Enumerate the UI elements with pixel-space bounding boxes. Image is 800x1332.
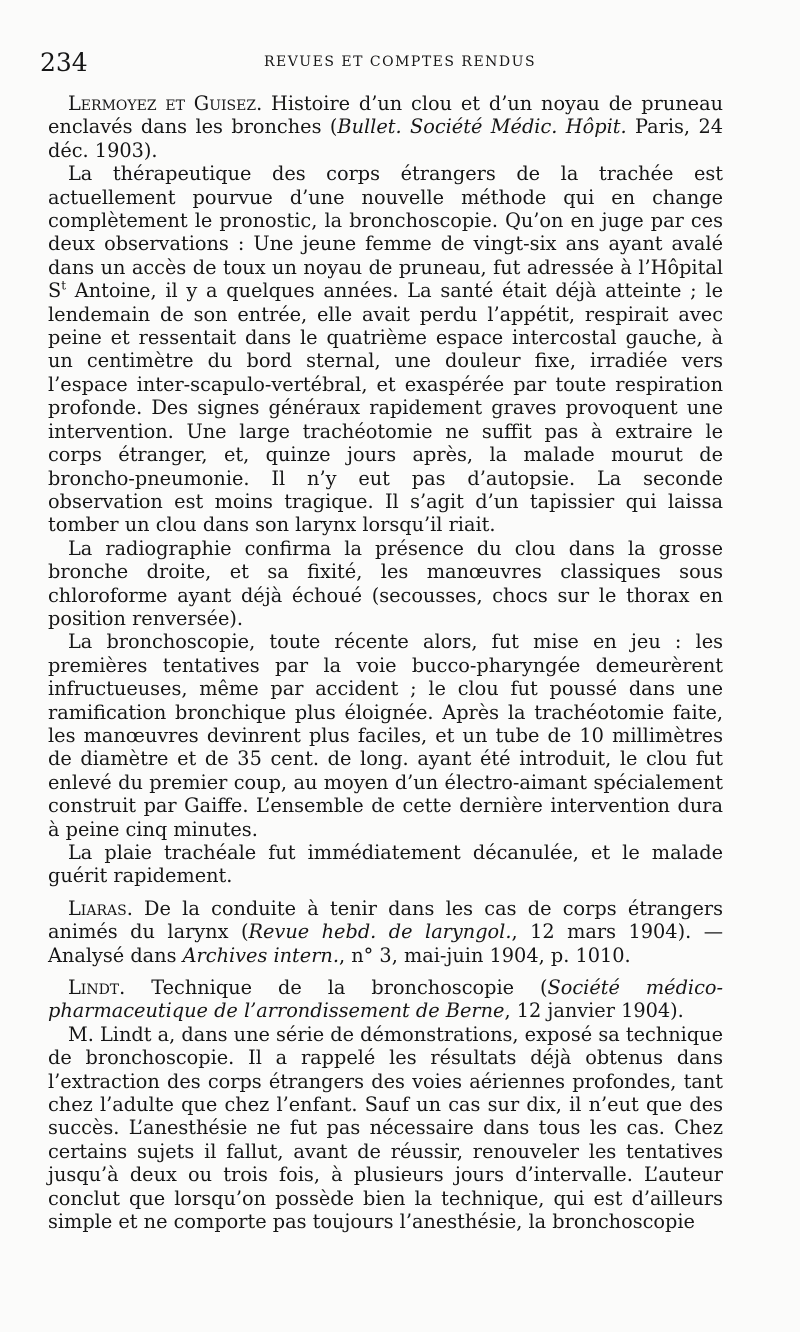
review-author: Lermoyez et Guisez xyxy=(68,92,257,115)
review-paragraph: La bronchoscopie, toute récente alors, fut mise en jeu : les premières tentatives par la voie bucco-pharyngée demeurèrent infructueuses, même par accident ; le clou fut poussé dans une ramification bronchique plus éloignée. Après la trachéotomie faite, les manœuvres devinrent plus faciles, et un tube de 10 millimètres de diamètre et de 35 cent. de long. ayant été introduit, le clou fut enlevé du premier coup, au moyen d’un électro-aimant spécialement construit par Gaiffe. L’ensemble de cette dernière intervention dura à peine cinq minutes. xyxy=(48,630,723,841)
review-lermoyez-guisez xyxy=(48,92,723,888)
review-paragraph: M. Lindt a, dans une série de démonstrations, exposé sa technique de bronchoscopie. Il a rappelé les résultats déjà obtenus dans l’extraction des corps étrangers des voies aériennes profondes, tant chez l’adulte que chez l’enfant. Sauf un cas sur dix, il n’eut que des succès. L’anesthésie ne fut pas nécessaire dans tous les cas. Chez certains sujets il fallut, avant de réussir, renouveler les tentatives jusqu’à deux ou trois fois, à plusieurs jours d’intervalle. L’auteur conclut que lorsqu’on possède bien la technique, qui est d’ailleurs simple et ne comporte pas toujours l’anesthésie, la bronchoscopie xyxy=(48,1022,723,1234)
citation-date: , 12 janvier 1904). xyxy=(504,999,684,1023)
citation-date: Paris, 24 déc. 1903). xyxy=(48,115,723,162)
citation-source: Bullet. Société Médic. Hôpit. xyxy=(337,115,627,139)
review-lindt xyxy=(48,976,723,1233)
review-citation xyxy=(48,92,723,162)
citation-title: . Histoire d’un clou et d’un noyau de pruneau enclavés dans les bronches ( xyxy=(48,92,723,139)
page-body xyxy=(48,92,723,1234)
review-citation xyxy=(48,976,723,1023)
citation-pages: , n° 3, mai-juin 1904, p. 1010. xyxy=(338,943,631,967)
review-paragraph: La thérapeutique des corps étrangers de la trachée est actuellement pourvue d’une nouvelle méthode qui en change complètement le pronostic, la bronchoscopie. Qu’on en juge par ces deux observations : Une jeune femme de vingt-six ans ayant avalé dans un accès de toux un noyau de pruneau, fut adressée à l’Hôpital $S^t$ Antoine, il y a quelques années. La santé était déjà atteinte ; le lendemain de son entrée, elle avait perdu l’appétit, respirait avec peine et ressentait dans le quatrième espace intercostal gauche, à un centimètre du bord sternal, une douleur fixe, irradiée vers l’espace inter-scapulo-vertébral, et exaspérée par toute respiration profonde. Des signes généraux rapidement graves provoquent une intervention. Une large trachéotomie ne suffit pas à extraire le corps étranger, et, quinze jours après, la malade mourut de broncho-pneumonie. Il n’y eut pas d’autopsie. La seconde observation est moins tragique. Il s’agit d’un tapissier qui laissa tomber un clou dans son larynx lorsqu’il riait. xyxy=(48,162,723,537)
page-header xyxy=(40,48,760,78)
citation-title: . De la conduite à tenir dans les cas de corps étrangers animés du larynx ( xyxy=(48,896,723,944)
running-title: REVUES ET COMPTES RENDUS xyxy=(263,54,537,70)
review-citation xyxy=(48,897,723,967)
citation-source-2: Archives intern. xyxy=(182,943,339,967)
citation-date: , 12 mars 1904). — Analysé dans xyxy=(48,920,723,967)
review-paragraph: La radiographie confirma la présence du clou dans la grosse bronche droite, et sa fixité, les manœuvres classiques sous chloroforme ayant déjà échoué (secousses, chocs sur le thorax en position renversée). xyxy=(48,536,723,630)
citation-title: . Technique de la bronchoscopie ( xyxy=(119,976,548,1000)
review-author: Lindt xyxy=(68,976,120,1000)
citation-source: Revue hebd. de laryngol. xyxy=(248,920,512,944)
page-number: 234 xyxy=(40,48,88,77)
review-author: Liaras xyxy=(68,896,127,920)
review-paragraph: La plaie trachéale fut immédiatement décanulée, et le malade guérit rapidement. xyxy=(48,841,723,888)
review-liaras xyxy=(48,897,723,967)
citation-source: Société médico-pharmaceutique de l’arrondissement de Berne xyxy=(48,976,723,1023)
